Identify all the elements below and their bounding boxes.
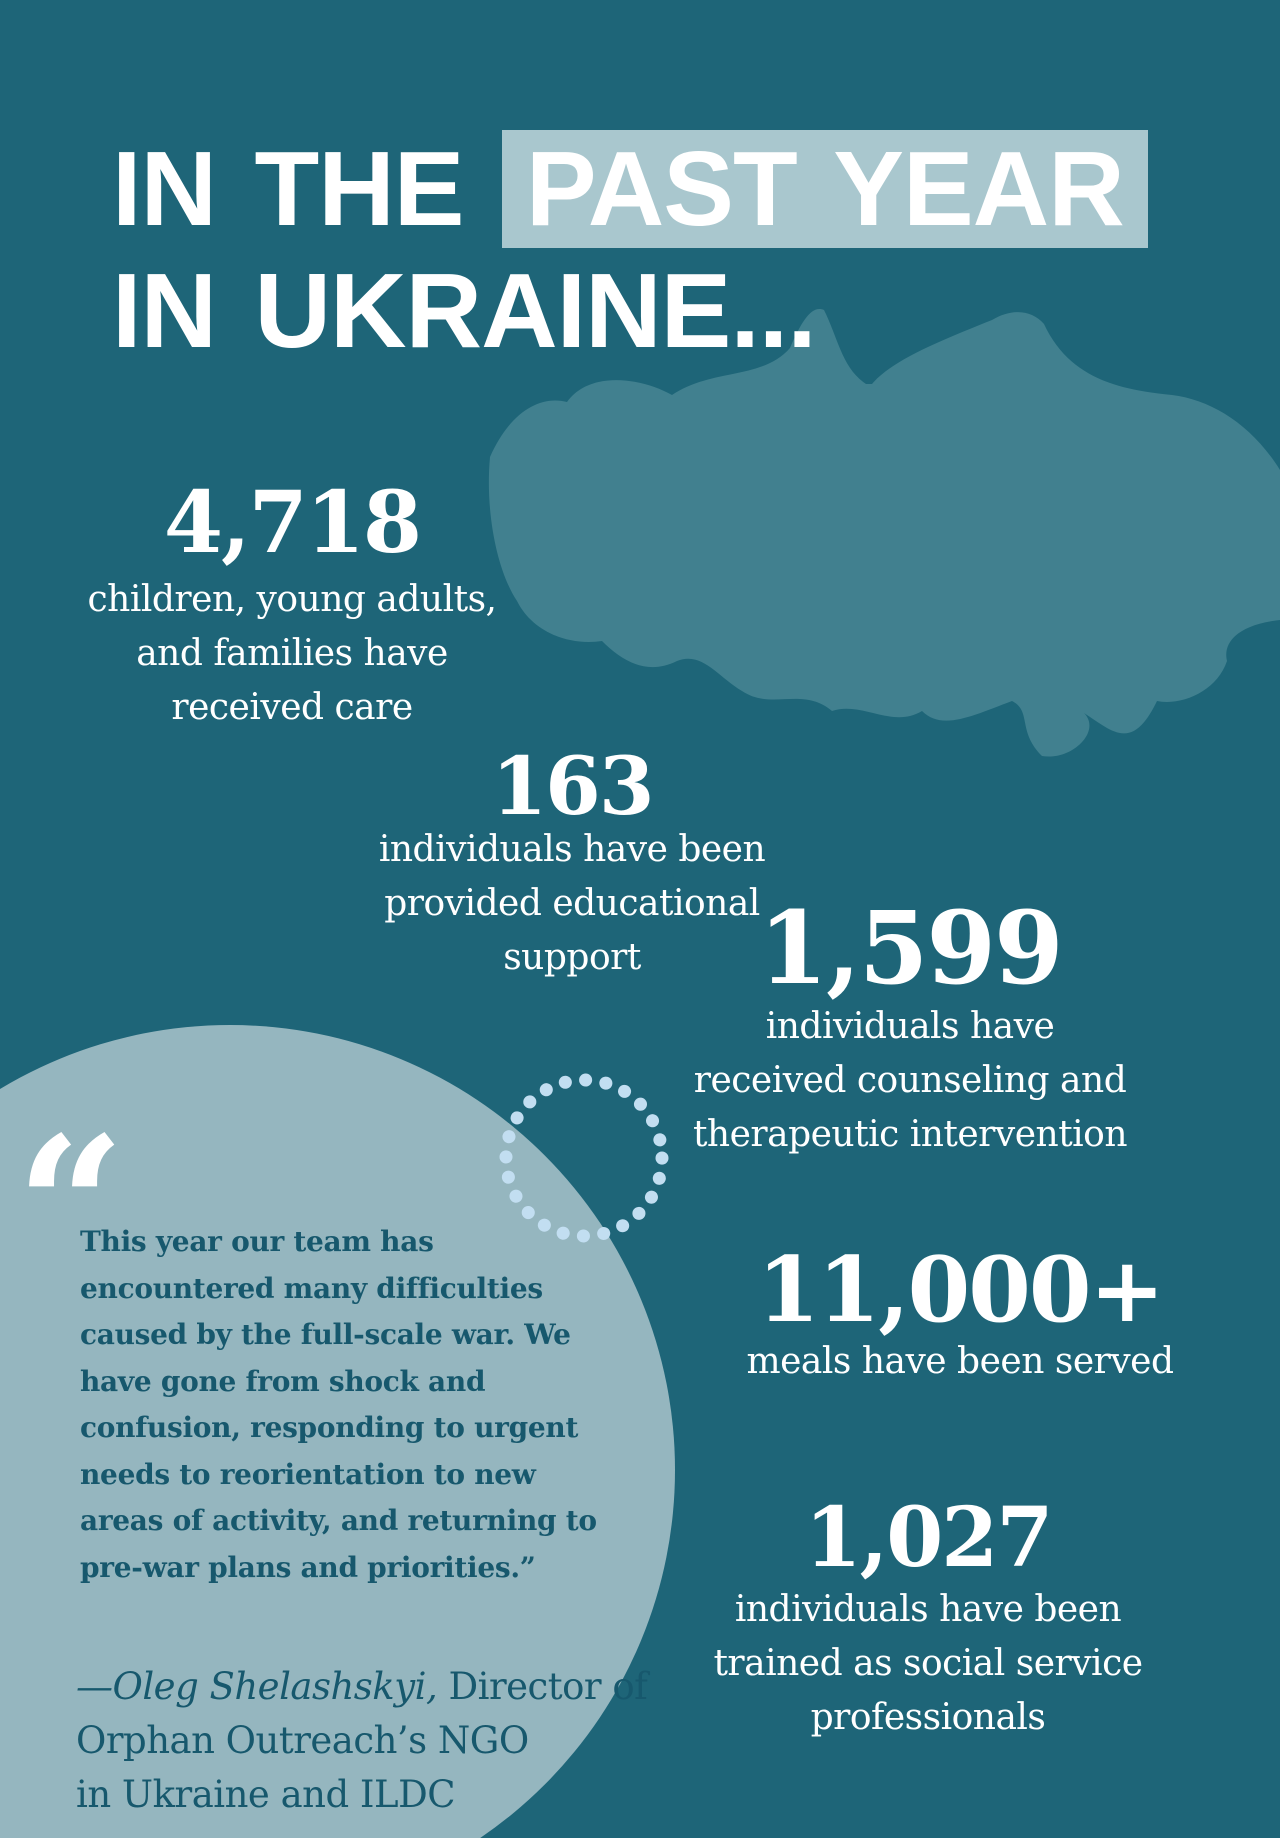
stat-counseling-label: individuals have received counseling and therapeutic intervention xyxy=(692,1006,1128,1155)
attribution-location: in Ukraine and ILDC xyxy=(76,1773,456,1816)
attribution-org: Orphan Outreach’s NGO xyxy=(76,1719,529,1762)
attribution-role: Director of xyxy=(437,1665,648,1708)
quote-text: This year our team has encountered many difficulties caused by the full-scale war. We have gone from shock and confusion, responding to urgent needs to reorientation to new areas of activity, and returning to pre-war plans and priorities.” xyxy=(80,1225,597,1584)
stat-education-label: individuals have been provided educational support xyxy=(378,829,766,978)
stat-education-number: 163 xyxy=(491,739,653,833)
stat-meals-number: 11,000+ xyxy=(757,1237,1163,1343)
page-title-line1 xyxy=(112,128,1148,250)
stat-counseling-number: 1,599 xyxy=(758,889,1062,1007)
stat-training-label: individuals have been trained as social service professionals xyxy=(713,1589,1143,1738)
title-highlight: PAST YEAR xyxy=(502,130,1148,248)
attribution-name: —Oleg Shelashskyi, xyxy=(76,1665,438,1708)
stat-meals-label: meals have been served xyxy=(746,1341,1174,1382)
stat-care-number: 4,718 xyxy=(163,473,421,573)
stat-training-number: 1,027 xyxy=(804,1490,1052,1586)
open-quote-icon: “ xyxy=(16,1095,126,1318)
title-line1-prefix: IN THE xyxy=(112,130,502,248)
stat-care-label: children, young adults, and families have received care xyxy=(87,579,497,728)
page-title-line2: IN UKRAINE... xyxy=(112,252,816,370)
quote-attribution xyxy=(76,1660,647,1822)
